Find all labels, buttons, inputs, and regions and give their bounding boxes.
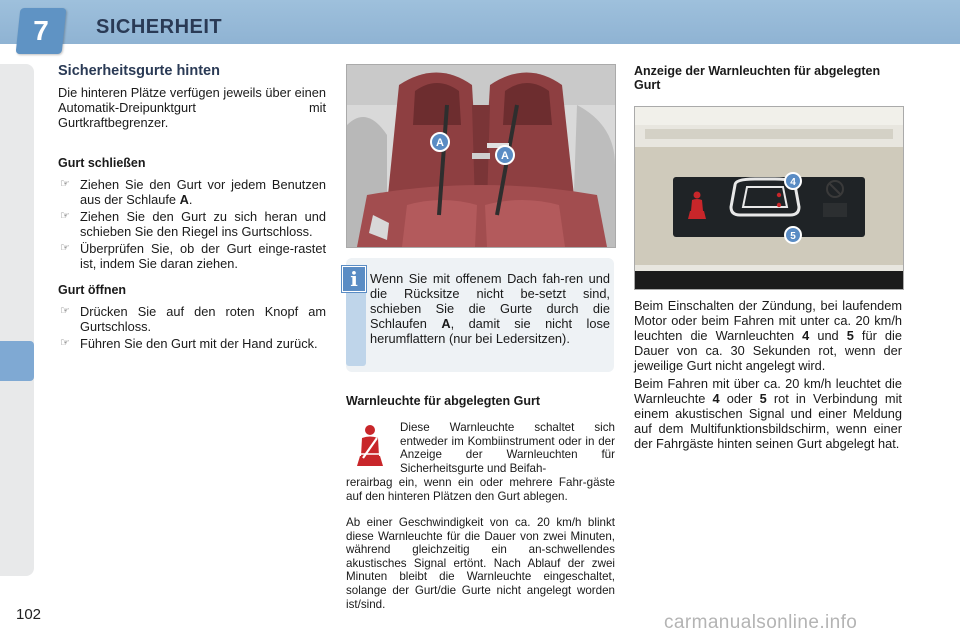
info-icon: i xyxy=(342,266,366,292)
hand-pointer-icon: ☞ xyxy=(60,305,70,317)
release-list xyxy=(58,304,326,351)
warning-paragraph-1: Diese Warnleuchte schaltet sich entweder im Kombiinstrument oder in der Anzeige der Warnleuchten für Sicherheitsgurte und Beifah- xyxy=(400,421,615,475)
rear-seat-illustration xyxy=(347,65,615,247)
release-heading: Gurt öffnen xyxy=(58,283,127,297)
list-item: ☞ Drücken Sie auf den roten Knopf am Gurtschloss. xyxy=(60,304,326,334)
warning-lamp-panel-illustration xyxy=(635,107,903,289)
warning-lamp-panel-photo xyxy=(634,106,904,290)
list-item: ☞ Führen Sie den Gurt mit der Hand zurück. xyxy=(60,336,318,351)
list-item: ☞ Ziehen Sie den Gurt zu sich heran und schieben Sie den Riegel ins Gurtschloss. xyxy=(60,209,326,239)
watermark: carmanualsonline.info xyxy=(664,612,858,633)
right-title: Anzeige der Warnleuchten für abgelegten Gurt xyxy=(634,64,881,92)
hand-pointer-icon: ☞ xyxy=(60,178,70,190)
hand-pointer-icon: ☞ xyxy=(60,210,70,222)
right-paragraph-2: Beim Fahren mit über ca. 20 km/h leuchtet die Warnleuchte 4 oder 5 rot in Verbindung mit einem akustischen Signal und einer Meldung auf dem Multifunktionsbildschirm, wenn einer der Fahrgäste hinten seinen Gurt abgelegt hat. xyxy=(634,376,902,451)
callout-a-left: A xyxy=(436,137,444,149)
hand-pointer-icon: ☞ xyxy=(60,337,70,349)
list-item: ☞ Überprüfen Sie, ob der Gurt einge-rastet ist, indem Sie daran ziehen. xyxy=(60,241,326,271)
page-number: 102 xyxy=(16,606,42,623)
fasten-list xyxy=(58,177,326,271)
rear-seat-photo xyxy=(346,64,616,248)
side-chapter-marker xyxy=(0,341,34,381)
hand-pointer-icon: ☞ xyxy=(60,242,70,254)
callout-5: 5 xyxy=(790,231,796,242)
callout-4: 4 xyxy=(790,177,796,188)
fasten-heading: Gurt schließen xyxy=(58,156,146,170)
chapter-title: SICHERHEIT xyxy=(96,16,223,38)
seatbelt-warning-icon xyxy=(352,424,388,468)
left-column xyxy=(58,64,326,353)
section-title: Sicherheitsgurte hinten xyxy=(58,63,220,79)
chapter-number: 7 xyxy=(33,15,49,46)
warning-paragraph-1-cont: rerairbag ein, wenn ein oder mehrere Fahr-gäste auf den hinteren Plätzen den Gurt ablegen. xyxy=(346,476,615,503)
callout-a-right: A xyxy=(501,150,509,162)
info-text: Wenn Sie mit offenem Dach fah-ren und die Rücksitze nicht be-setzt sind, schieben Sie die Gurte durch die Schlaufen A, damit sie nicht lose herumflattern (nur bei Ledersitzen). xyxy=(370,271,610,346)
warning-paragraph-2: Ab einer Geschwindigkeit von ca. 20 km/h blinkt diese Warnleuchte für die Dauer von zwei Minuten, während gleichzeitig ein an-schwellendes akustisches Signal ertönt. Nach Ablauf der zwei Minuten bleibt die Warnleuchte eingeschaltet, solange der Gurt/die Gurte nicht angelegt worden ist/sind. xyxy=(346,516,615,611)
list-item: ☞ Ziehen Sie den Gurt vor jedem Benutzen aus der Schlaufe A. xyxy=(60,177,326,207)
right-paragraph-1: Beim Einschalten der Zündung, bei laufendem Motor oder beim Fahren mit unter ca. 20 km/h leuchten die Warnleuchten 4 und 5 für die Dauer von ca. 30 Sekunden rot, wenn der jeweilige Gurt nicht angelegt wird. xyxy=(634,298,903,373)
side-rail xyxy=(0,64,34,576)
warning-title: Warnleuchte für abgelegten Gurt xyxy=(346,394,541,408)
intro-paragraph: Die hinteren Plätze verfügen jeweils über einen Automatik-Dreipunktgurt mit Gurtkraftbegrenzer. xyxy=(58,85,326,130)
